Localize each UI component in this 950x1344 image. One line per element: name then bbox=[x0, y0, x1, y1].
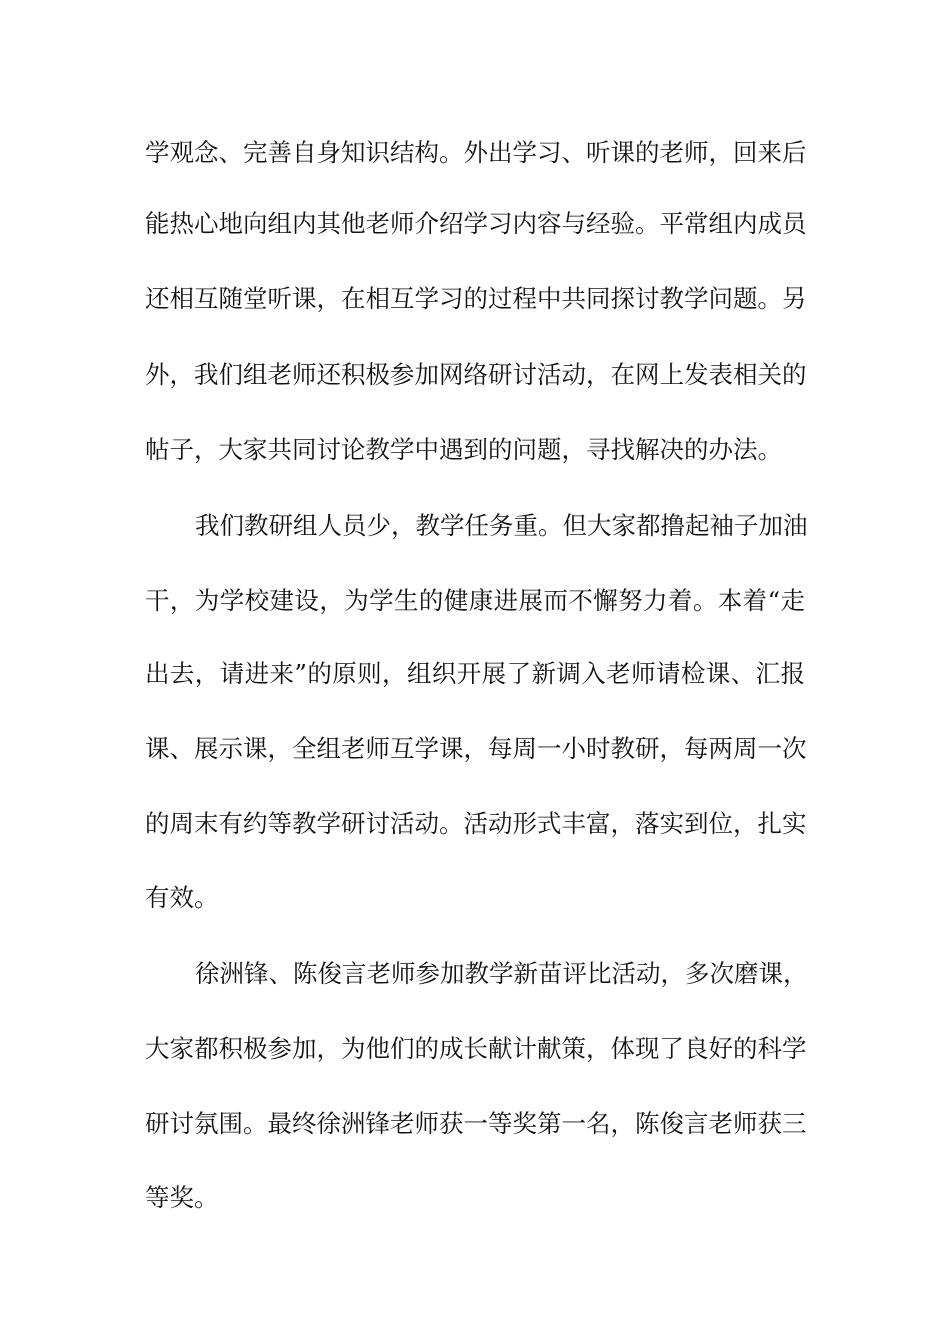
text-line: 还相互随堂听课，在相互学习的过程中共同探讨教学问题。另 bbox=[145, 284, 807, 313]
text-line: 的周末有约等教学研讨活动。活动形式丰富，落实到位，扎实 bbox=[145, 809, 807, 838]
text-line: 能热心地向组内其他老师介绍学习内容与经验。平常组内成员 bbox=[145, 209, 807, 238]
text-line: 有效。 bbox=[145, 883, 219, 912]
text-line: 徐洲锋、陈俊言老师参加教学新苗评比活动，多次磨课， bbox=[195, 959, 808, 988]
text-line: 出去，请进来”的原则，组织开展了新调入老师请检课、汇报 bbox=[145, 659, 805, 688]
text-line: 外，我们组老师还积极参加网络研讨活动，在网上发表相关的 bbox=[145, 360, 807, 389]
text-line: 大家都积极参加，为他们的成长献计献策，体现了良好的科学 bbox=[145, 1034, 807, 1063]
text-line: 研讨氛围。最终徐洲锋老师获一等奖第一名，陈俊言老师获三 bbox=[145, 1109, 807, 1138]
text-line: 等奖。 bbox=[145, 1183, 219, 1212]
text-line: 干，为学校建设，为学生的健康进展而不懈努力着。本着“走 bbox=[145, 586, 805, 615]
text-line: 课、展示课，全组老师互学课，每周一小时教研，每两周一次 bbox=[145, 734, 807, 763]
text-line: 学观念、完善自身知识结构。外出学习、听课的老师，回来后 bbox=[145, 138, 807, 167]
text-line: 帖子，大家共同讨论教学中遇到的问题，寻找解决的办法。 bbox=[145, 435, 782, 464]
text-line: 我们教研组人员少，教学任务重。但大家都撸起袖子加油 bbox=[195, 511, 808, 540]
